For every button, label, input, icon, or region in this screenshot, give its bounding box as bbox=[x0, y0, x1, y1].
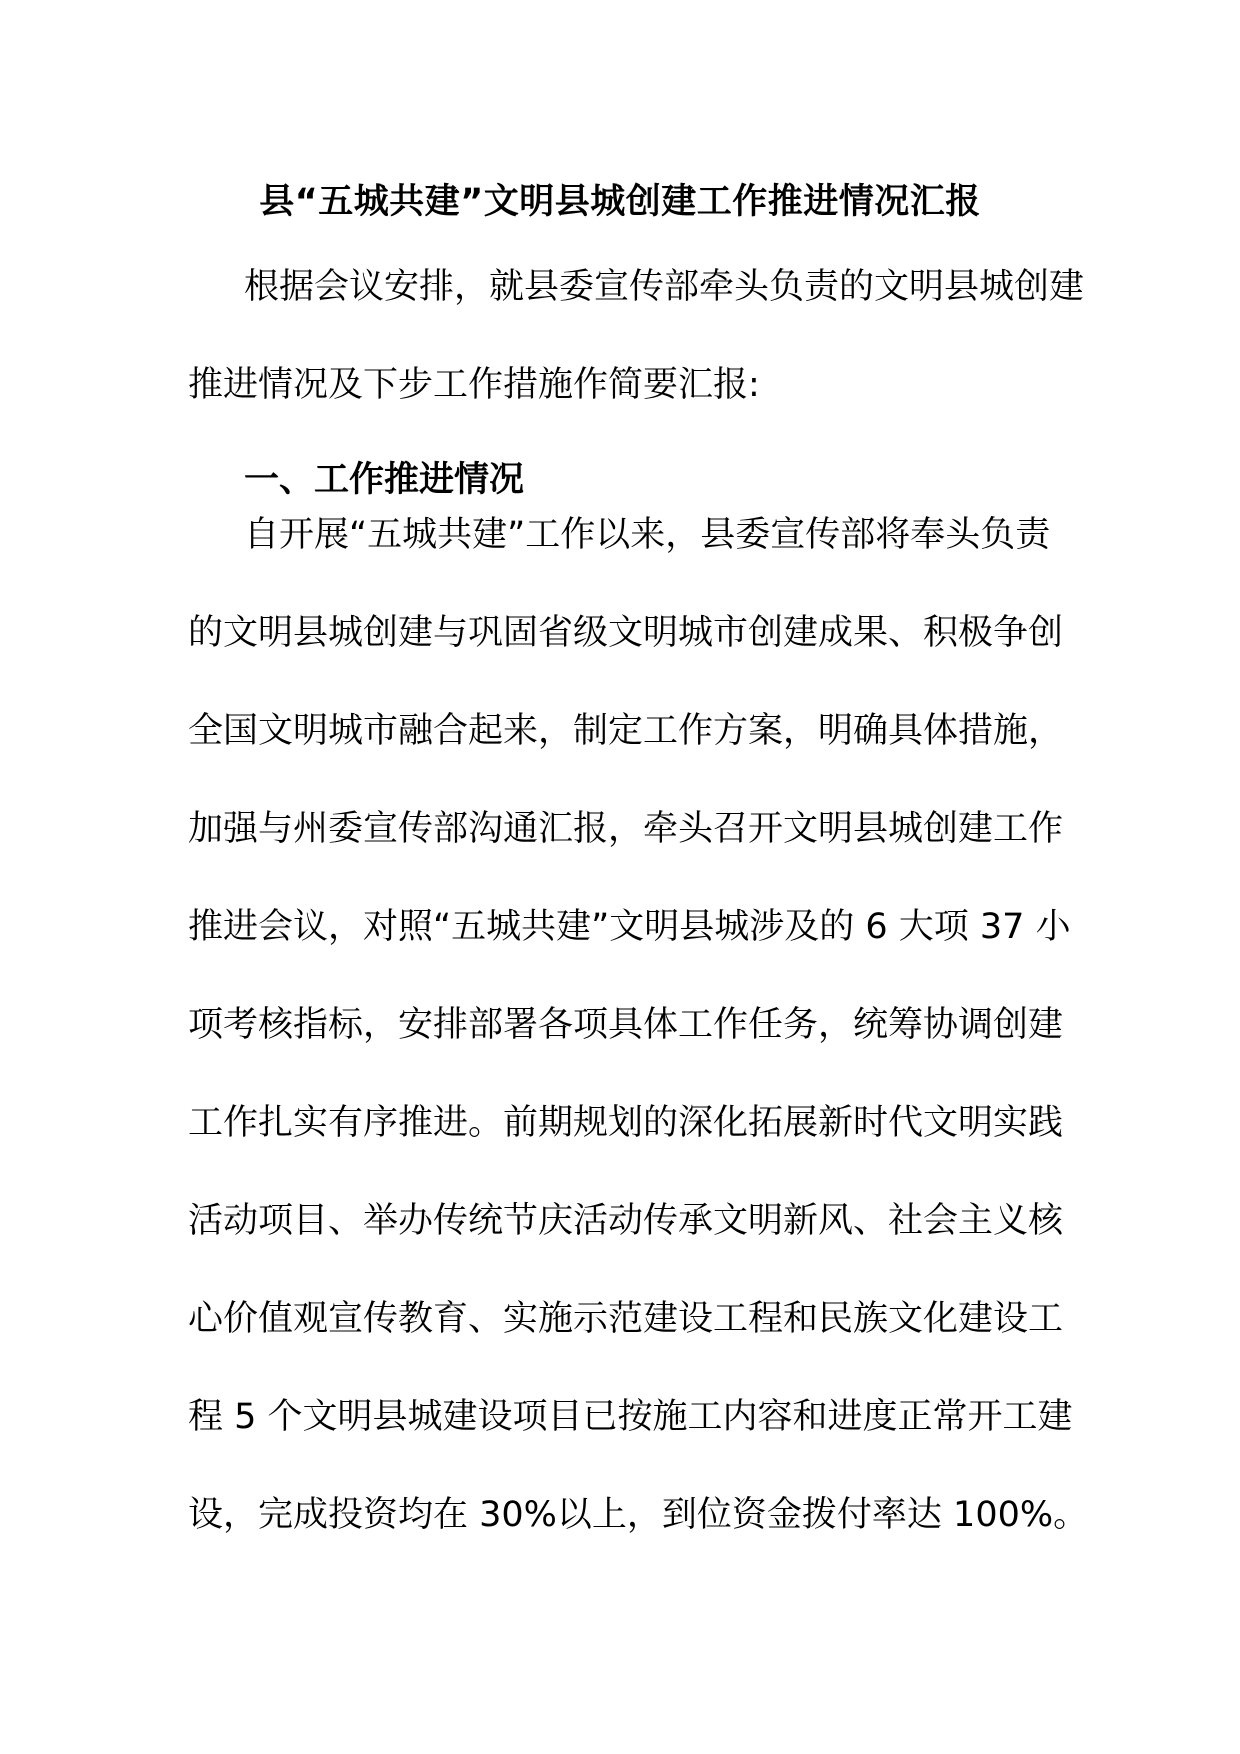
paragraph-line: 项考核指标，安排部署各项具体工作任务，统筹协调创建 bbox=[188, 1005, 1064, 1045]
paragraph-line: 推进会议，对照“五城共建”文明县城涉及的 6 大项 37 小 bbox=[188, 907, 1071, 947]
section-1-paragraph bbox=[188, 486, 1089, 1564]
paragraph-line: 设，完成投资均在 30%以上，到位资金拨付率达 100%。 bbox=[188, 1495, 1089, 1535]
section-heading: 一、工作推进情况 bbox=[244, 460, 525, 500]
paragraph-line: 工作扎实有序推进。前期规划的深化拓展新时代文明实践 bbox=[188, 1103, 1064, 1143]
intro-paragraph bbox=[188, 238, 1085, 434]
paragraph-line: 推进情况及下步工作措施作简要汇报: bbox=[188, 365, 760, 405]
paragraph-line: 程 5 个文明县城建设项目已按施工内容和进度正常开工建 bbox=[188, 1397, 1073, 1437]
paragraph-line: 根据会议安排，就县委宣传部牵头负责的文明县城创建 bbox=[244, 267, 1085, 307]
paragraph-line: 活动项目、举办传统节庆活动传承文明新风、社会主义核 bbox=[188, 1201, 1064, 1241]
paragraph-line: 的文明县城创建与巩固省级文明城市创建成果、积极争创 bbox=[188, 613, 1064, 653]
paragraph-line: 全国文明城市融合起来，制定工作方案，明确具体措施， bbox=[188, 711, 1064, 751]
paragraph-line: 自开展“五城共建”工作以来，县委宣传部将奉头负责 bbox=[244, 515, 1051, 555]
paragraph-line: 心价值观宣传教育、实施示范建设工程和民族文化建设工 bbox=[188, 1299, 1064, 1339]
paragraph-line: 加强与州委宣传部沟通汇报，牵头召开文明县城创建工作 bbox=[188, 809, 1064, 849]
document-title: 县“五城共建”文明县城创建工作推进情况汇报 bbox=[259, 182, 981, 222]
